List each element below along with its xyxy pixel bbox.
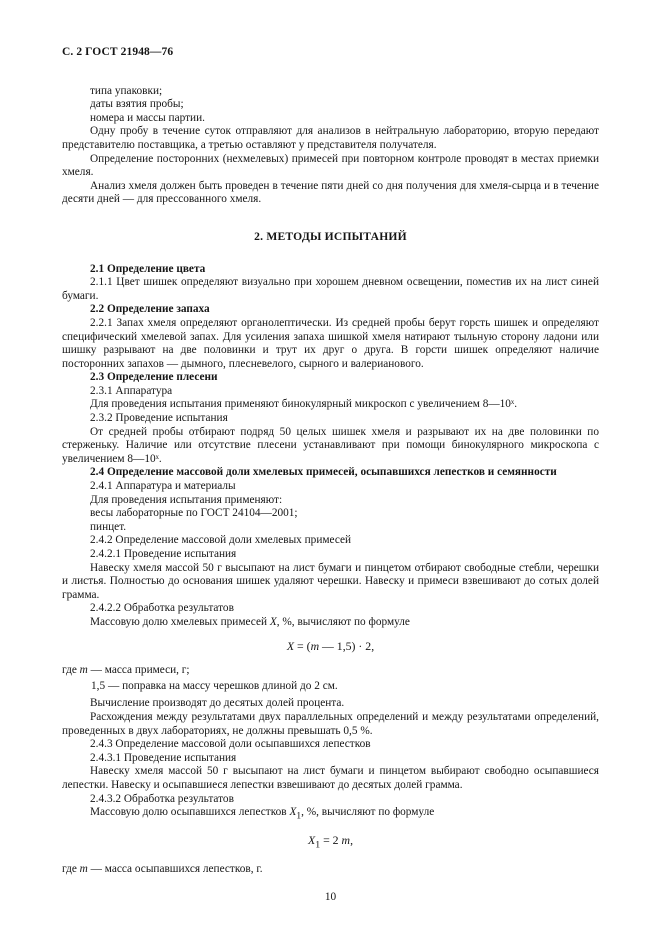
- text-run: где: [62, 862, 80, 875]
- paragraph: 2.4.2 Определение массовой доли хмелевых примесей: [90, 534, 352, 547]
- paragraph: От средней пробы отбирают подряд 50 целых шишек хмеля и разрывают их на две половинки по стерженьку. Наличие или отсутствие плесени устанавливают при помощи бинокулярного микроскопа с увеличением 8—10ˣ.: [62, 425, 599, 465]
- paragraph: весы лабораторные по ГОСТ 24104—2001;: [90, 507, 298, 520]
- text-run: — масса примеси, г;: [87, 664, 190, 677]
- formula-text: — 1,5) · 2,: [319, 638, 375, 653]
- text-run: где: [62, 664, 80, 677]
- formula-explanation: [62, 664, 599, 678]
- paragraph: Навеску хмеля массой 50 г высыпают на лист бумаги и пинцетом отбирают свободные стебли, черешки и листья. Полностью до основания шишек удаляют черешки. Навеску и примеси взвешивают до сотых долей грамма.: [62, 561, 599, 601]
- paragraph: 2.4.3.1 Проведение испытания: [90, 751, 237, 764]
- formula-variable: m: [341, 832, 351, 847]
- text-run: Массовую долю осыпавшихся лепестков: [90, 806, 290, 819]
- paragraph: 2.4.3 Определение массовой доли осыпавшихся лепестков: [90, 738, 371, 751]
- text-run: — масса осыпавшихся лепестков, г.: [87, 862, 263, 875]
- text-run: Массовую долю хмелевых примесей: [90, 615, 270, 628]
- paragraph: 2.4.1 Аппаратура и материалы: [90, 480, 236, 493]
- formula-text: = 2: [320, 832, 342, 847]
- formula-variable: m: [79, 664, 88, 677]
- text-run: , %, вычисляют по формуле: [276, 615, 410, 628]
- section-title: 2. МЕТОДЫ ИСПЫТАНИЙ: [254, 229, 407, 243]
- subsection-heading: 2.1 Определение цвета: [90, 262, 206, 275]
- formula-variable: X: [307, 832, 316, 847]
- text-run: , %, вычисляют по формуле: [301, 806, 435, 819]
- paragraph: Анализ хмеля должен быть проведен в течение пяти дней со дня получения для хмеля-сырца и в течение десяти дней — для прессованного хмеля.: [62, 179, 599, 206]
- paragraph: 2.4.3.2 Обработка результатов: [90, 792, 234, 805]
- paragraph: 2.3.2 Проведение испытания: [90, 412, 228, 425]
- paragraph: Вычисление производят до десятых долей процента.: [90, 697, 345, 710]
- subsection-heading: 2.2 Определение запаха: [90, 303, 210, 316]
- formula-2: [62, 834, 599, 852]
- paragraph: номера и массы партии.: [90, 111, 205, 124]
- formula-text: ,: [350, 832, 354, 847]
- paragraph: 2.1.1 Цвет шишек определяют визуально при хорошем дневном освещении, поместив их на лист синей бумаги.: [62, 276, 599, 302]
- paragraph: Одну пробу в течение суток отправляют для анализов в нейтральную лабораторию, вторую передают представителю поставщика, а третью оставляют у представителя получателя.: [62, 125, 599, 151]
- formula-1: [62, 640, 599, 654]
- paragraph: [62, 616, 599, 630]
- paragraph: Для проведения испытания применяют:: [90, 493, 283, 506]
- paragraph: даты взятия пробы;: [90, 98, 184, 111]
- subsection-heading: 2.4 Определение массовой доли хмелевых примесей, осыпавшихся лепестков и семянности: [90, 466, 557, 479]
- paragraph: пинцет.: [90, 520, 127, 533]
- paragraph: 2.3.1 Аппаратура: [90, 384, 173, 397]
- formula-subscript: 1: [315, 839, 321, 851]
- paragraph: 2.4.2.2 Обработка результатов: [90, 602, 234, 615]
- formula-explanation: [62, 863, 599, 877]
- formula-variable: m: [310, 638, 320, 653]
- formula-text: = (: [294, 638, 311, 653]
- paragraph: 2.4.2.1 Проведение испытания: [90, 548, 237, 560]
- page-number: 10: [324, 891, 337, 904]
- subsection-heading: 2.3 Определение плесени: [90, 371, 218, 384]
- paragraph: Расхождения между результатами двух параллельных определений и между результатами определений, проведенных в двух лабораториях, не должны превышать 0,5 %.: [62, 710, 599, 737]
- formula-variable: X: [289, 806, 297, 819]
- paragraph: Для проведения испытания применяют бинокулярный микроскоп с увеличением 8—10ˣ.: [90, 398, 518, 411]
- paragraph: 2.2.1 Запах хмеля определяют органолептически. Из средней пробы берут горсть шишек и определяют специфический хмелевой запах. Для усиления запаха шишкой хмеля натирают тыльную сторону ладони или шишку разрывают на две половинки и трут их друг о друга. В горсти шишек определяют наличие посторонних запахов — дымного, плесневелого, сырного и валерианового.: [62, 316, 599, 370]
- page-header: С. 2 ГОСТ 21948—76: [62, 46, 174, 58]
- paragraph: Навеску хмеля массой 50 г высыпают на лист бумаги и пинцетом выбирают свободно осыпавшиеся лепестки. Навеску и осыпавшиеся лепестки взвешивают до десятых долей грамма.: [62, 765, 599, 791]
- formula-variable: m: [79, 862, 88, 875]
- formula-variable: X: [286, 638, 295, 653]
- paragraph: Определение посторонних (нехмелевых) примесей при повторном контроле проводят в местах приемки хмеля.: [62, 152, 599, 179]
- paragraph: [62, 806, 599, 824]
- formula-explanation: 1,5 — поправка на массу черешков длиной до 2 см.: [91, 679, 338, 692]
- paragraph: типа упаковки;: [90, 84, 163, 97]
- formula-variable: X: [269, 615, 277, 628]
- formula-subscript: 1: [296, 811, 302, 822]
